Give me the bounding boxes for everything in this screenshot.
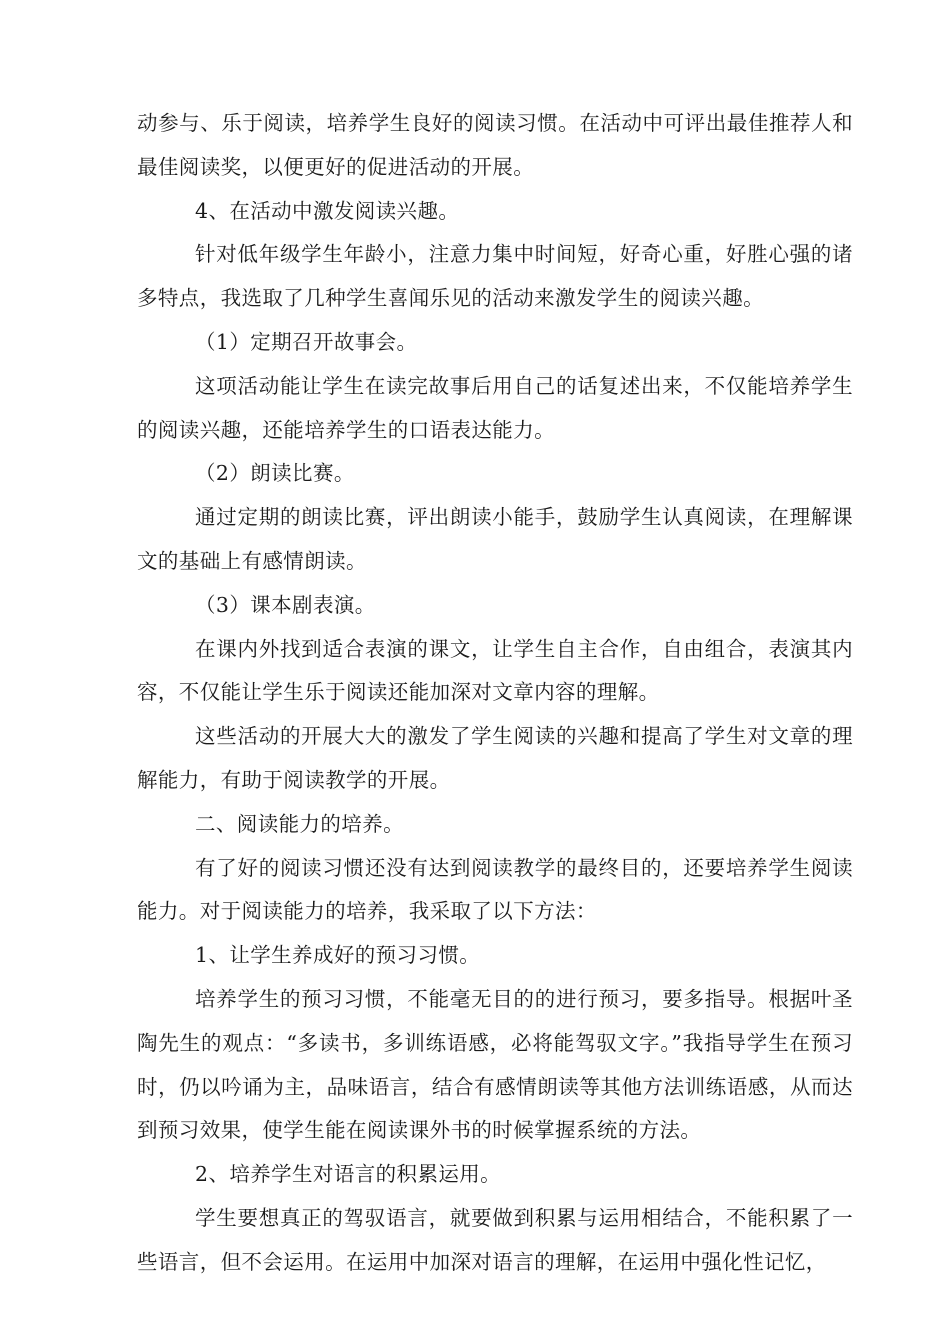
document-body xyxy=(137,102,853,1285)
subheading-language-accumulation: 2、培养学生对语言的积累运用。 xyxy=(195,1162,502,1187)
section-heading-reading-ability: 二、阅读能力的培养。 xyxy=(195,811,404,836)
paragraph: 学生要想真正的驾驭语言，就要做到积累与运用相结合，不能积累了一些语言，但不会运用。在运用中加深对语言的理解，在运用中强化性记忆， xyxy=(137,1205,853,1274)
subheading-preview-habit: 1、让学生养成好的预习习惯。 xyxy=(195,943,481,968)
paragraph: 培养学生的预习习惯，不能毫无目的的进行预习，要多指导。根据叶圣陶先生的观点：“多读书，多训练语感，必将能驾驭文字。”我指导学生在预习时，仍以吟诵为主，品味语言，结合有感情朗读等其他方法训练语感，从而达到预习效果，使学生能在阅读课外书的时候掌握系统的方法。 xyxy=(137,986,853,1143)
paragraph: 这些活动的开展大大的激发了学生阅读的兴趣和提高了学生对文章的理解能力，有助于阅读教学的开展。 xyxy=(137,724,853,792)
paragraph: 通过定期的朗读比赛，评出朗读小能手，鼓励学生认真阅读，在理解课文的基础上有感情朗读。 xyxy=(137,505,853,573)
paragraph: 动参与、乐于阅读，培养学生良好的阅读习惯。在活动中可评出最佳推荐人和最佳阅读奖，以便更好的促进活动的开展。 xyxy=(137,111,853,179)
list-item-story-meeting: （1）定期召开故事会。 xyxy=(195,329,418,354)
paragraph: 这项活动能让学生在读完故事后用自己的话复述出来，不仅能培养学生的阅读兴趣，还能培养学生的口语表达能力。 xyxy=(137,373,853,442)
paragraph: 针对低年级学生年龄小，注意力集中时间短，好奇心重，好胜心强的诸多特点，我选取了几种学生喜闻乐见的活动来激发学生的阅读兴趣。 xyxy=(137,242,853,311)
paragraph: 有了好的阅读习惯还没有达到阅读教学的最终目的，还要培养学生阅读能力。对于阅读能力的培养，我采取了以下方法： xyxy=(137,855,853,924)
list-item-reading-contest: （2）朗读比赛。 xyxy=(195,461,355,486)
list-item-textbook-drama: （3）课本剧表演。 xyxy=(195,592,376,617)
subheading-activity-interest: 4、在活动中激发阅读兴趣。 xyxy=(195,198,460,223)
paragraph: 在课内外找到适合表演的课文，让学生自主合作，自由组合，表演其内容，不仅能让学生乐于阅读还能加深对文章内容的理解。 xyxy=(137,636,853,705)
